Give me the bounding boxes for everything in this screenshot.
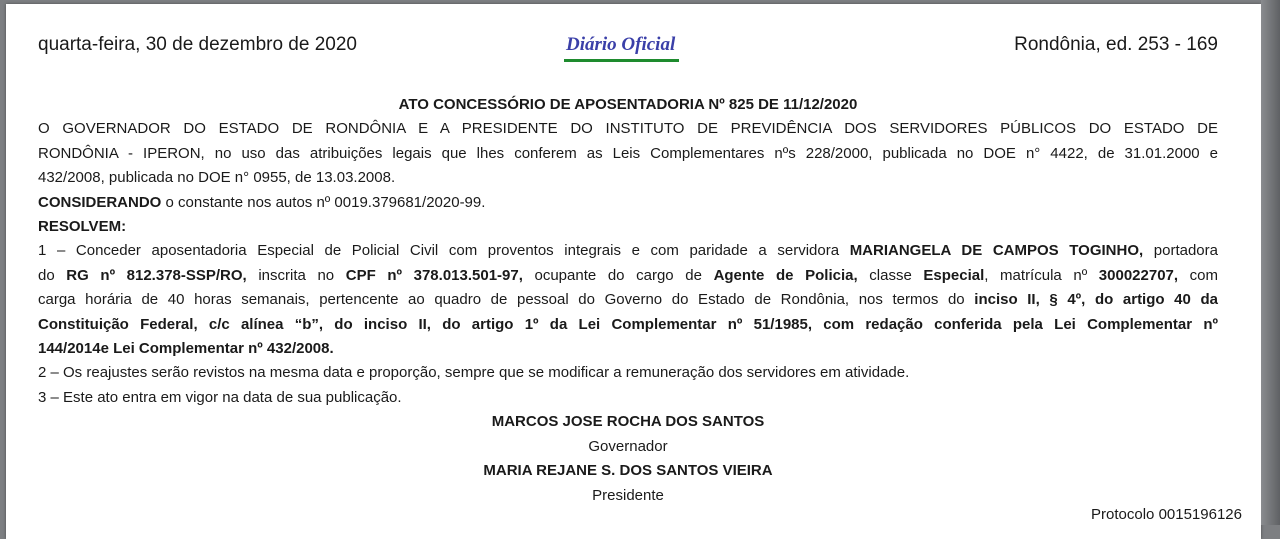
protocol-number: Protocolo 0015196126 <box>1091 506 1242 523</box>
classe-value: Especial <box>923 266 985 284</box>
cpf-number: CPF nº 378.013.501-97, <box>345 266 523 284</box>
header-edition: Rondônia, ed. 253 - 169 <box>1014 34 1218 55</box>
matricula-value: 300022707, <box>1098 266 1179 284</box>
publication-underline <box>564 59 679 62</box>
preamble-line-1: O GOVERNADOR DO ESTADO DE RONDÔNIA E A PRESIDENTE DO INSTITUTO DE PREVIDÊNCIA DOS SERVIDORES PÚBLICOS DO ESTADO DE <box>38 120 1218 138</box>
item1-line-5 <box>38 337 1218 361</box>
item2-paragraph: 2 – Os reajustes serão revistos na mesma data e proporção, sempre que se modificar a remuneração dos servidores em atividade. <box>38 364 910 382</box>
item1-text-a: 1 – Conceder aposentadoria Especial de Policial Civil com proventos integrais e com paridade a servidora <box>38 242 850 260</box>
page-edge-shadow <box>1261 0 1280 525</box>
considerando-label: CONSIDERANDO <box>38 193 162 211</box>
item1-text-b: portadora <box>1143 242 1218 260</box>
item3-paragraph: 3 – Este ato entra em vigor na data de sua publicação. <box>38 388 402 406</box>
preamble-line-2: RONDÔNIA - IPERON, no uso das atribuições legais que lhes conferem as Leis Complementares nºs 228/2000, publicada no DOE n° 4422, de 31.01.2000 e <box>38 144 1218 162</box>
considerando-paragraph <box>38 191 1218 215</box>
item1-text-i: carga horária de 40 horas semanais, pertencente ao quadro de pessoal do Governo do Estado de Rondônia, nos termos do <box>38 291 975 309</box>
item1-text-g: , matrícula nº <box>984 266 1099 284</box>
servant-name: MARIANGELA DE CAMPOS TOGINHO, <box>849 242 1144 260</box>
signer-1-role: Governador <box>588 437 668 455</box>
item1-line-2 <box>38 264 1218 288</box>
item1-text-h: com <box>1178 266 1218 284</box>
legal-basis-2: Constituição Federal, c/c alínea “b”, do inciso II, do artigo 1º da Lei Complementar nº 51/1985, com redação conferida pela Lei Complementar nº <box>38 315 1218 333</box>
item1-line-1 <box>38 239 1218 263</box>
signer-1-name: MARCOS JOSE ROCHA DOS SANTOS <box>491 413 765 431</box>
rg-number: RG nº 812.378-SSP/RO, <box>66 266 247 284</box>
item1-text-f: classe <box>857 266 924 284</box>
cargo-value: Agente de Policia, <box>713 266 858 284</box>
item1-text-e: ocupante do cargo de <box>522 266 714 284</box>
resolvem-label <box>38 215 1218 239</box>
item1-text-d: inscrita no <box>246 266 346 284</box>
publication-title-text: Diário Oficial <box>566 34 676 55</box>
preamble-line-3: 432/2008, publicada no DOE n° 0955, de 13.03.2008. <box>38 169 396 187</box>
considerando-text: o constante nos autos nº 0019.379681/2020-99. <box>161 193 486 211</box>
item1-line-3 <box>38 288 1218 312</box>
legal-basis-1: inciso II, § 4º, do artigo 40 da <box>974 291 1218 309</box>
document-title: ATO CONCESSÓRIO DE APOSENTADORIA Nº 825 DE 11/12/2020 <box>398 96 858 113</box>
signer-2-name: MARIA REJANE S. DOS SANTOS VIEIRA <box>483 462 773 480</box>
publication-title <box>566 34 675 56</box>
legal-basis-3: 144/2014e Lei Complementar nº 432/2008. <box>38 340 334 358</box>
item1-text-c: do <box>38 266 67 284</box>
resolvem-label-text: RESOLVEM: <box>38 218 127 236</box>
item1-line-4 <box>38 313 1218 337</box>
header-date: quarta-feira, 30 de dezembro de 2020 <box>38 34 357 55</box>
signer-2-role: Presidente <box>592 486 664 504</box>
document-body <box>38 93 1218 508</box>
page-header <box>38 32 1218 66</box>
